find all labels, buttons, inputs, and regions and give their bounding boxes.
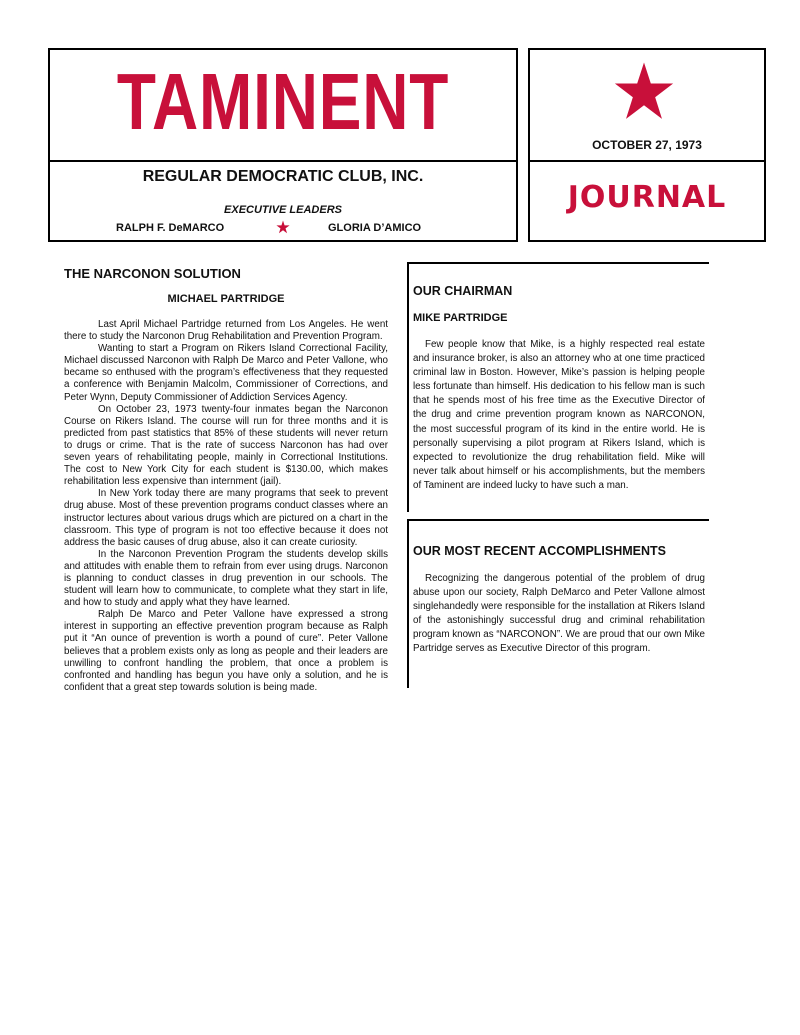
masthead-title: TAMINENT <box>116 57 450 146</box>
article-paragraph: On October 23, 1973 twenty-four inmates began the Narconon Course on Rikers Island. The course will run for three months and it is predicted from past statistics that 85% of these students will never return to drugs or crime. That is the rate of success Narconon has had over seven years of rehabilitating people, mainly in Correctional Institutions. The cost to New York City for each student is $130.00, which makes rehabilitation less expensive than internment (jail). <box>64 403 388 488</box>
journal-box <box>528 160 766 242</box>
star-icon <box>276 220 290 234</box>
article-paragraph: Last April Michael Partridge returned from Los Angeles. He went there to study the Narconon Drug Rehabilitation and Prevention Program. <box>64 319 388 343</box>
article-paragraph: Wanting to start a Program on Rikers Island Correctional Facility, Michael discussed Narconon with Ralph De Marco and Peter Vallone, who became so enthused with the program’s effectiveness that they requested a conference with Benjamin Malcolm, Commissioner of Corrections, and Peter Wynn, Deputy Commissioner of Addiction Services Agency. <box>64 343 388 403</box>
section-divider <box>407 262 409 512</box>
date-box <box>528 48 766 162</box>
chairman-name: MIKE PARTRIDGE <box>413 312 508 324</box>
executive-leaders-title: EXECUTIVE LEADERS <box>224 204 342 216</box>
journal-title: JOURNAL <box>567 180 727 215</box>
article-paragraph: In the Narconon Prevention Program the students develop skills and attitudes with enable them to refrain from ever using drugs. Narconon is planning to conduct classes in drug prevention in our schools. The student will learn how to communicate, to complete what they start in life, and how to study and apply what they have learned. <box>64 548 388 609</box>
section-divider <box>407 262 709 264</box>
section-divider <box>407 520 409 688</box>
chairman-title: OUR CHAIRMAN <box>413 284 513 298</box>
article-title: THE NARCONON SOLUTION <box>64 266 241 281</box>
star-icon <box>612 60 676 122</box>
accomplishments-title: OUR MOST RECENT ACCOMPLISHMENTS <box>413 544 667 558</box>
section-divider <box>407 519 709 521</box>
chairman-section <box>413 284 705 493</box>
leader-demarco: RALPH F. DeMARCO <box>116 222 225 234</box>
chairman-body: Few people know that Mike, is a highly respected real estate and insurance broker, is also an attorney who at one time practiced criminal law in Boston. However, Mike’s passion is helping people less fortunate than himself. His dedication to his fellow man is such that he spends most of his free time as the Executive Director of the drug and crime prevention program known as NARCONON, the most successful program of its kind in the entire world. He is personally supervising a pilot program at Rikers Island, which is expected to revolutionize the drug rehabilitation field. Mike will never talk about himself or his accomplishments, but the members of Taminent are indeed lucky to have such a man. <box>413 339 705 491</box>
article-paragraph: In New York today there are many programs that seek to prevent drug abuse. Most of these prevention programs conduct classes where an instructor lectures about various drugs which are pictured on a chart in the classroom. This type of program is not too effective because it does not address the basic causes of drug abuse, also it can create curiosity. <box>64 488 388 548</box>
article-byline: MICHAEL PARTRIDGE <box>167 293 285 305</box>
issue-date: OCTOBER 27, 1973 <box>592 138 702 152</box>
accomplishments-body: Recognizing the dangerous potential of the problem of drug abuse upon our society, Ralph DeMarco and Peter Vallone almost singlehandedly were responsible for the installation at Rikers Island of the astonishingly successful drug and criminal rehabilitation program known as “NARCONON”. We are proud that our own Mike Partridge serves as Executive Director of this program. <box>413 573 705 655</box>
article-paragraph: Ralph De Marco and Peter Vallone have expressed a strong interest in supporting an effective prevention program because as Ralph put it “An ounce of prevention is worth a pound of cure”. Peter Vallone believes that a problem exists only as long as people and their leaders are unwilling to confront handling the problem, that once a problem is confronted and handling has begun you have only a solution, and he is confident that a great step towards solution is being made. <box>64 609 388 693</box>
masthead-box <box>48 48 518 162</box>
club-box <box>48 160 518 242</box>
leader-damico: GLORIA D’AMICO <box>328 222 422 234</box>
narconon-article <box>64 266 388 694</box>
accomplishments-section <box>413 544 705 657</box>
club-name: REGULAR DEMOCRATIC CLUB, INC. <box>142 168 424 185</box>
